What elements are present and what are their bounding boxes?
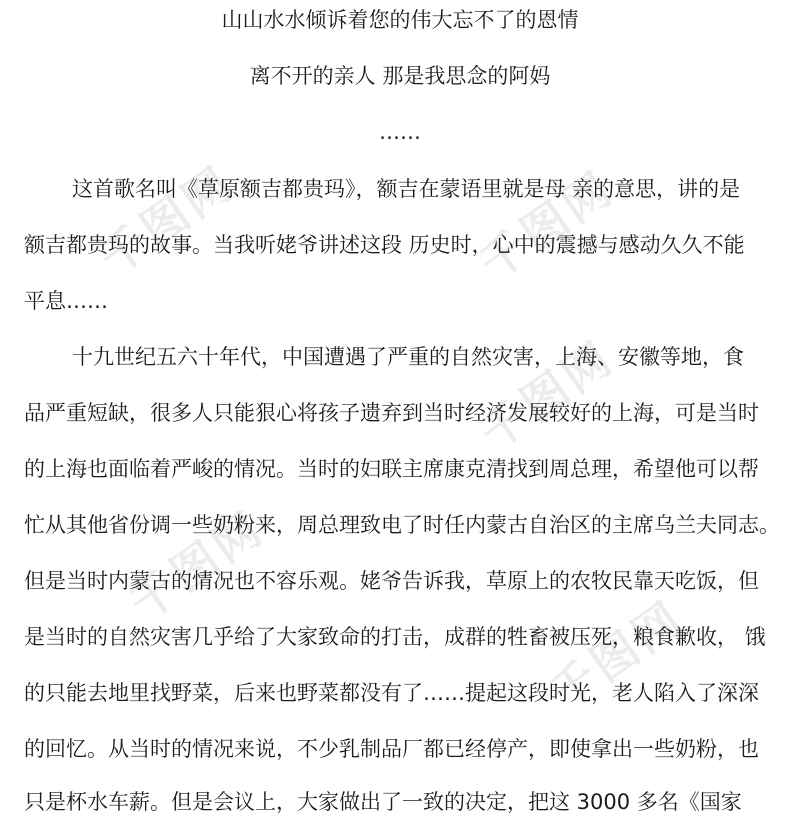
paragraph-2-line-2: 品严重短缺，很多人只能狠心将孩子遗弃到当时经济发展较好的上海，可是当时 [24, 401, 759, 425]
watermark: 千图网 [89, 155, 244, 286]
paragraph-2-line-8: 的回忆。从当时的情况来说，不少乳制品厂都已经停产，即使拿出一些奶粉，也 [24, 737, 759, 761]
paragraph-2-line-1: 十九世纪五六十年代，中国遭遇了严重的自然灾害，上海、安徽等地，食 [72, 345, 744, 369]
paragraph-2-line-9: 只是杯水车薪。但是会议上，大家做出了一致的决定，把这 3000 多名《国家 [24, 790, 742, 814]
poem-line: 山山水水倾诉着您的伟大忘不了的恩情 [221, 8, 579, 32]
paragraph-1-line-1: 这首歌名叫《草原额吉都贵玛》，额吉在蒙语里就是母 亲的意思，讲的是 [72, 177, 741, 201]
paragraph-2-line-3: 的上海也面临着严峻的情况。当时的妇联主席康克清找到周总理，希望他可以帮 [24, 457, 759, 481]
watermark: 千图网 [469, 160, 624, 291]
poem-ellipsis: …… [379, 120, 421, 144]
watermark: 千图网 [539, 590, 694, 721]
poem-line: 离不开的亲人 那是我思念的阿妈 [249, 64, 551, 88]
paragraph-1-line-3: 平息…… [24, 289, 108, 313]
paragraph-2-line-5: 但是当时内蒙古的情况也不容乐观。姥爷告诉我，草原上的农牧民靠天吃饭，但 [24, 569, 759, 593]
paragraph-1-line-2: 额吉都贵玛的故事。当我听姥爷讲述这段 历史时，心中的震撼与感动久久不能 [24, 233, 745, 257]
paragraph-2-line-7: 的只能去地里找野菜，后来也野菜都没有了……提起这段时光，老人陷入了深深 [24, 681, 759, 705]
watermark: 千图网 [119, 500, 274, 631]
paragraph-2-line-6: 是当时的自然灾害几乎给了大家致命的打击，成群的牲畜被压死，粮食歉收， 饿 [24, 625, 766, 649]
paragraph-2-line-4: 忙从其他省份调一些奶粉来，周总理致电了时任内蒙古自治区的主席乌兰夫同志。 [24, 513, 780, 537]
watermark: 千图网 [469, 330, 624, 461]
